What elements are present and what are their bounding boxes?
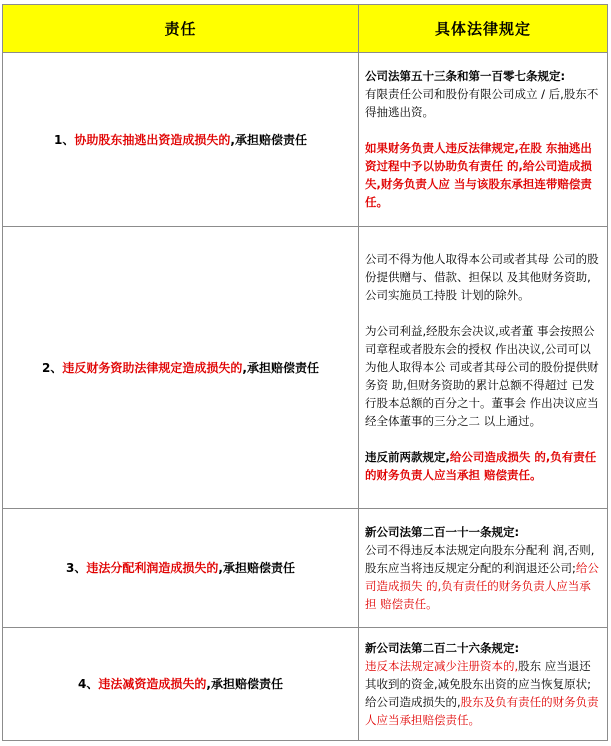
header-responsibility: 责任	[3, 5, 359, 53]
table-row	[3, 628, 608, 741]
row-number: 1、	[54, 132, 75, 147]
law-cell	[359, 509, 608, 628]
responsibility-highlight: 违反财务资助法律规定造成损失的	[62, 360, 243, 375]
law-paragraph-3	[365, 448, 601, 484]
law-body	[365, 541, 601, 613]
law-highlight-end: 股东及负有责任的财务负责人应当承担赔偿责任。	[365, 694, 599, 727]
responsibility-highlight: 违法分配利润造成损失的	[86, 561, 219, 575]
law-cell	[359, 227, 608, 509]
responsibility-highlight: 违法减资造成损失的	[98, 677, 207, 691]
responsibility-cell	[3, 227, 359, 509]
law-cell	[359, 628, 608, 741]
table-row	[3, 53, 608, 227]
law-lead-in: 违反前两款规定,	[365, 450, 450, 464]
header-row	[3, 5, 608, 53]
law-highlight-start: 违反本法规定减少注册资本的,	[365, 658, 519, 673]
law-paragraph-2: 为公司利益,经股东会决议,或者董 事会按照公司章程或者股东会的授权 作出决议,公司可以为他人取得本公 司或者其母公司的股份提供财务资 助,但财务资助的累计总额不得超过 已发行股本总额的百分之十。董事会 作出决议应当经全体董事的三分之二 以上通过。	[365, 324, 599, 428]
row-number: 3、	[66, 561, 87, 575]
law-paragraph-1: 公司不得为他人取得本公司或者其母 公司的股份提供赠与、借款、担保以 及其他财务资助,公司实施员工持股 计划的除外。	[365, 252, 599, 302]
responsibility-suffix: ,承担赔偿责任	[206, 677, 283, 691]
responsibility-cell	[3, 509, 359, 628]
table-row	[3, 227, 608, 509]
law-highlight: 给公司造成损失 的,负有责任的财务负责人应当承担 赔偿责任。	[365, 560, 599, 611]
law-body-text: 股东 应当退还其收到的资金,减免股东出资的应当恢复原状;给公司造成损失的,	[365, 658, 592, 709]
row-number: 4、	[78, 677, 99, 691]
law-body: 有限责任公司和股份有限公司成立 / 后,股东不得抽逃出资。	[365, 87, 599, 119]
responsibility-suffix: ,承担赔偿责任	[242, 360, 319, 375]
row-number: 2、	[42, 360, 63, 375]
responsibility-highlight: 协助股东抽逃出资造成损失的	[74, 132, 231, 147]
law-title: 公司法第五十三条和第一百零七条规定:	[365, 69, 566, 83]
responsibility-cell	[3, 628, 359, 741]
law-body-text: 公司不得违反本法规定向股东分配利 润,否则,股东应当将违反规定分配的利润退还公司;	[365, 542, 595, 575]
liability-table	[2, 4, 608, 741]
law-cell	[359, 53, 608, 227]
header-legal-provisions: 具体法律规定	[359, 5, 608, 53]
table-row	[3, 509, 608, 628]
law-highlight: 如果财务负责人违反法律规定,在股 东抽逃出资过程中予以协助负有责任 的,给公司造成损失,财务负责人应 当与该股东承担连带赔偿责任。	[365, 141, 592, 209]
law-title: 新公司法第二百二十六条规定:	[365, 640, 520, 655]
law-body	[365, 657, 601, 729]
responsibility-suffix: ,承担赔偿责任	[230, 132, 307, 147]
responsibility-cell	[3, 53, 359, 227]
law-highlight: 给公司造成损失 的,负有责任的财务负责人应当承担 赔偿责任。	[365, 450, 597, 482]
responsibility-suffix: ,承担赔偿责任	[218, 561, 295, 575]
law-title: 新公司法第二百一十一条规定:	[365, 524, 520, 539]
